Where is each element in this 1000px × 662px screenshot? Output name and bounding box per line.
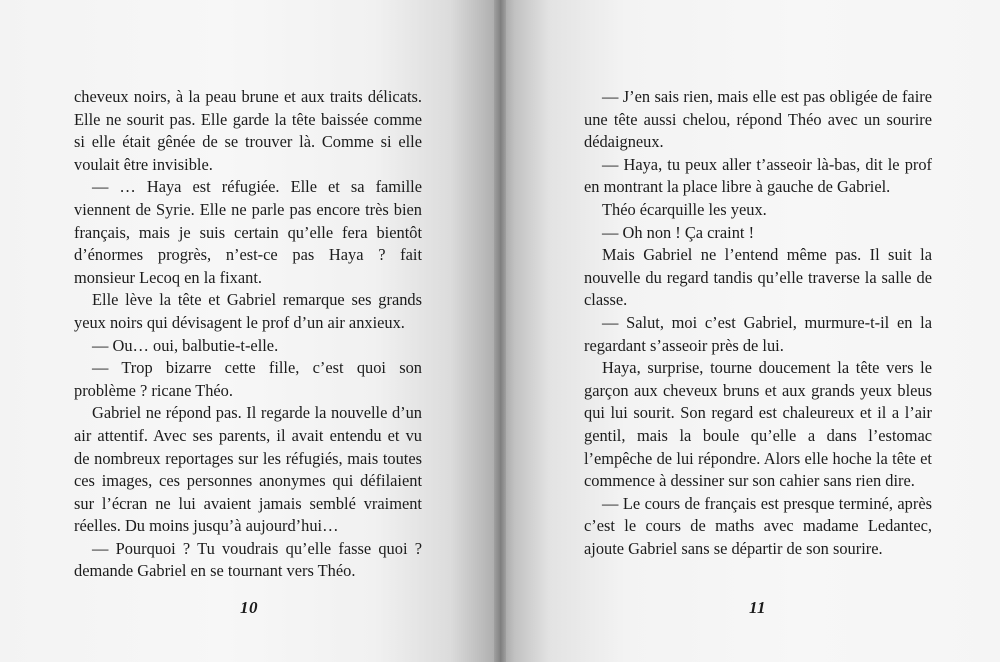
paragraph: Gabriel ne répond pas. Il regarde la nouvelle d’un air attentif. Avec ses parents, il avait entendu et vu de nombreux reportages sur les réfugiés, mais toutes ces images, ces personnes anonymes qui défilaient sur l’écran ne lui avaient jamais semblé vraiment réelles. Du moins jusqu’à aujourd’hui…	[74, 403, 422, 536]
page-number-right: 11	[749, 598, 767, 617]
paragraph: — Salut, moi c’est Gabriel, murmure-t-il en la regardant s’asseoir près de lui.	[584, 312, 932, 355]
paragraph: Elle lève la tête et Gabriel remarque ses grands yeux noirs qui dévisagent le prof d’un air anxieux.	[74, 290, 422, 332]
paragraph: — … Haya est réfugiée. Elle et sa famille viennent de Syrie. Elle ne parle pas encore très bien français, mais je suis certain qu’elle fera bientôt d’énormes progrès, n’est-ce pas Haya ? fait monsieur Lecoq en la fixant.	[74, 177, 422, 287]
paragraph: — Pourquoi ? Tu voudrais qu’elle fasse quoi ? demande Gabriel en se tournant vers Théo.	[74, 538, 422, 581]
page-number-left: 10	[240, 598, 258, 617]
paragraph: — Oh non ! Ça craint !	[602, 222, 755, 242]
paragraph: Mais Gabriel ne l’entend même pas. Il suit la nouvelle du regard tandis qu’elle traverse la salle de classe.	[584, 245, 932, 310]
paragraph: Théo écarquille les yeux.	[602, 199, 767, 219]
paragraph: — Haya, tu peux aller t’asseoir là-bas, dit le prof en montrant la place libre à gauche de Gabriel.	[584, 154, 932, 197]
paragraph: — Le cours de français est presque terminé, après c’est le cours de maths avec madame Ledantec, ajoute Gabriel sans se départir de son sourire.	[584, 493, 932, 558]
paragraph: cheveux noirs, à la peau brune et aux traits délicats. Elle ne sourit pas. Elle garde la tête baissée comme si elle était gênée de se trouver là. Comme si elle voulait être invisible.	[74, 87, 422, 174]
right-page-text	[584, 86, 932, 560]
right-page	[500, 0, 1000, 662]
paragraph: Haya, surprise, tourne doucement la tête vers le garçon aux cheveux bruns et aux grands yeux bleus qui lui sourit. Son regard est chaleureux et il a l’air gentil, mais la boule qu’elle a dans l’estomac l’empêche de lui répondre. Alors elle hoche la tête et commence à dessiner sur son cahier sans rien dire.	[584, 358, 932, 491]
book-gutter-shadow	[494, 0, 506, 662]
paragraph: — Ou… oui, balbutie-t-elle.	[92, 335, 279, 355]
paragraph: — J’en sais rien, mais elle est pas obligée de faire une tête aussi chelou, répond Théo avec un sourire dédaigneux.	[584, 87, 932, 152]
left-page-text	[74, 86, 422, 583]
paragraph: — Trop bizarre cette fille, c’est quoi son problème ? ricane Théo.	[74, 358, 422, 400]
